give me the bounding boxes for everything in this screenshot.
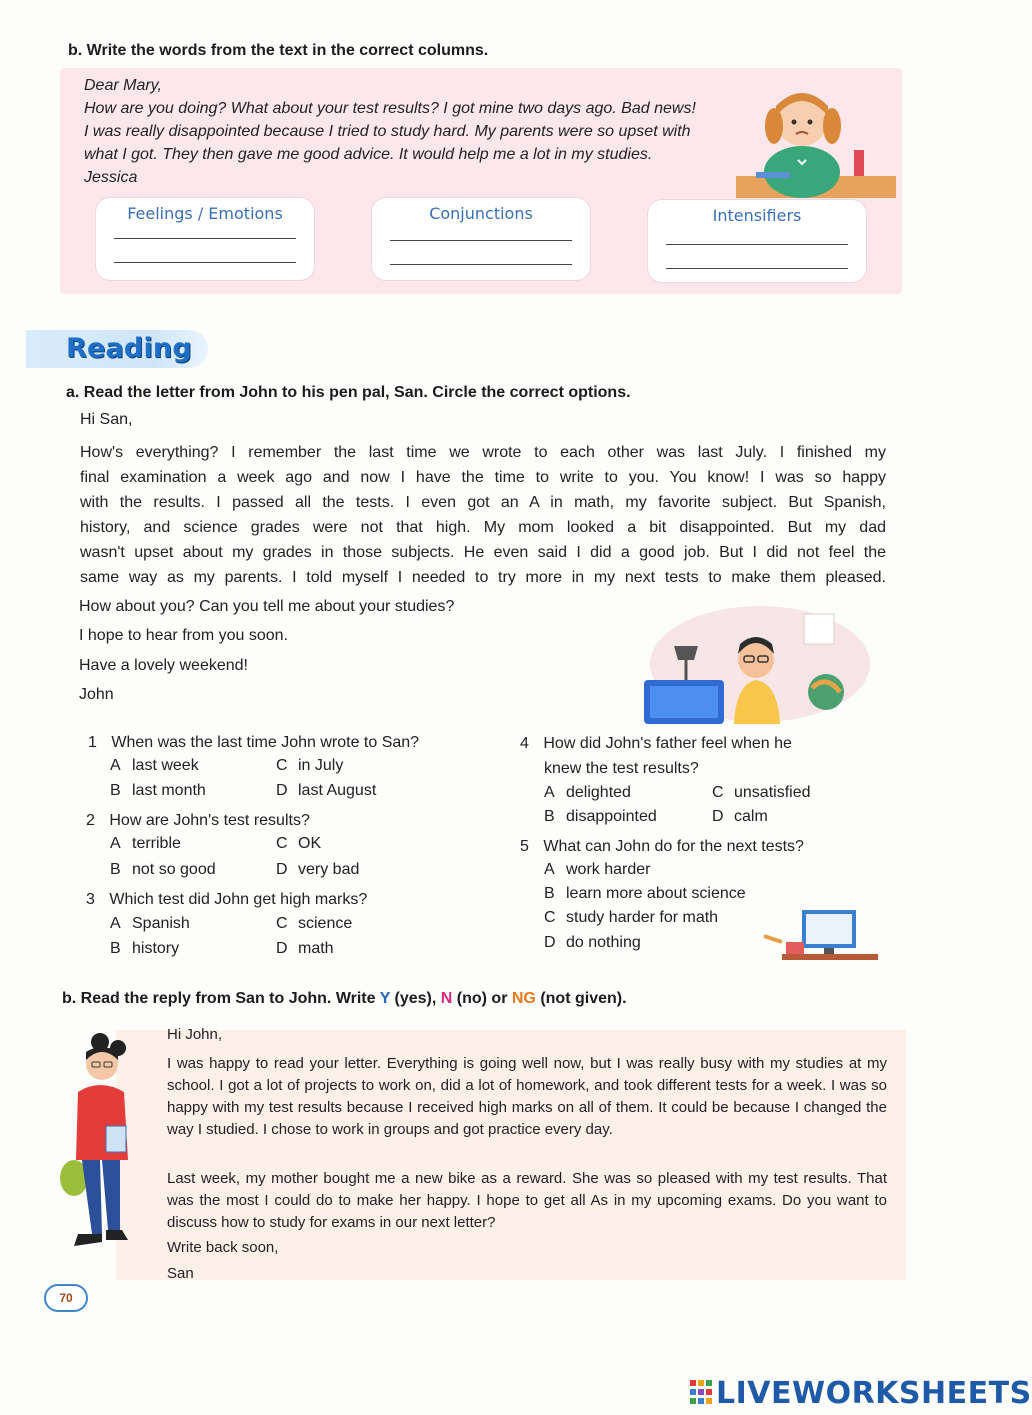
option-letter: A [110,915,121,932]
body-line: final examination a week ago and now I have the time to write to you. You know! I was so happy [80,469,886,486]
body-line: wasn't upset about my grades in those subjects. He even said I did a good job. But I did not feel the [80,544,886,561]
option-text: last month [132,782,206,799]
question-number: 3 [86,891,95,908]
option-text: math [298,940,334,957]
question-2 [86,812,310,830]
no-code: N [440,990,453,1007]
john-letter-body [80,440,886,590]
option-letter: C [276,835,288,852]
column-title: Conjunctions [429,204,533,223]
option-5d[interactable] [544,934,641,952]
option-text: very bad [298,861,360,878]
question-text: What can John do for the next tests? [543,838,804,855]
section-b2-instruction [62,990,627,1008]
option-3a[interactable] [110,915,190,933]
option-1a[interactable] [110,757,199,775]
column-title: Feelings / Emotions [127,204,283,223]
option-text: terrible [132,835,181,852]
question-text: When was the last time John wrote to San? [111,734,420,751]
option-text: study harder for math [566,909,719,926]
option-letter: C [276,915,288,932]
option-4c[interactable] [712,784,811,802]
san-paragraph-1: I was happy to read your letter. Everything is going well now, but I was really busy with my studies at my school. I got a lot of projects to work on, did a lot of homework, and took different tests for a week. I was so happy with my test results because I received high marks on all of them. It could be because I changed the way I studied. I chose to work in groups and got practice every day. [167,1055,887,1138]
option-text: unsatisfied [734,784,811,801]
option-3c[interactable] [276,915,352,933]
option-letter: D [276,861,288,878]
option-3d[interactable] [276,940,334,958]
letter-line: How are you doing? What about your test results? I got mine two days ago. Bad news! [84,100,696,117]
answer-line[interactable] [666,268,848,269]
option-text: Spanish [132,915,190,932]
computer-desk-illustration [762,906,882,966]
option-text: disappointed [566,808,657,825]
question-number: 1 [88,734,97,751]
option-text: science [298,915,353,932]
sad-girl-illustration [736,80,896,200]
column-title: Intensifiers [712,206,802,225]
option-text: learn more about science [566,885,746,902]
not-given-label: (not given). [535,990,627,1007]
option-letter: C [544,909,556,926]
signature: John [79,686,114,703]
answer-line[interactable] [114,238,296,239]
san-greeting: Hi John, [167,1026,223,1043]
option-letter: C [712,784,724,801]
option-2d[interactable] [276,861,359,879]
option-5b[interactable] [544,885,746,903]
option-letter: D [276,782,288,799]
option-text: in July [298,757,344,774]
option-letter: A [110,835,121,852]
question-5 [520,838,804,856]
option-4a[interactable] [544,784,631,802]
question-text: How are John's test results? [109,812,310,829]
answer-line[interactable] [390,240,572,241]
jessica-letter [84,74,774,189]
option-letter: D [276,940,288,957]
option-letter: D [712,808,724,825]
question-text: Which test did John get high marks? [109,891,368,908]
letter-line: what I got. They then gave me good advice. It would help me a lot in my studies. [84,146,653,163]
question-1 [88,734,419,752]
body-line: same way as my parents. I told myself I needed to try more in my next tests to make them pleased. [80,569,886,586]
closing-line: I hope to hear from you soon. [79,627,289,644]
option-letter: D [544,934,556,951]
question-3 [86,891,367,909]
body-line: How's everything? I remember the last time we wrote to each other was last July. I finished my [80,444,886,461]
column-conjunctions [372,198,590,280]
option-1b[interactable] [110,782,206,800]
question-4 [520,735,792,753]
option-letter: B [110,861,121,878]
answer-line[interactable] [114,262,296,263]
column-feelings [96,198,314,280]
question-number: 2 [86,812,95,829]
option-text: not so good [132,861,216,878]
answer-line[interactable] [390,264,572,265]
liveworksheets-logo-icon [690,1380,714,1406]
page-number: 70 [44,1284,88,1312]
closing-line: Have a lovely weekend! [79,657,248,674]
body-line: with the results. I passed all the tests. I even got an A in math, my favorite subject. But Spanish, [80,494,886,511]
question-number: 4 [520,735,529,752]
letter-line: I was really disappointed because I tried to study hard. My parents were so upset with [84,123,691,140]
section-b-instruction: b. Write the words from the text in the correct columns. [68,42,489,59]
option-4b[interactable] [544,808,657,826]
option-3b[interactable] [110,940,179,958]
option-1d[interactable] [276,782,376,800]
option-letter: B [544,885,555,902]
john-greeting: Hi San, [80,411,133,428]
letter-line: Dear Mary, [84,77,162,94]
reading-title: Reading [66,333,192,364]
san-paragraph-2: Last week, my mother bought me a new bike as a reward. She was so pleased with my test results. That was the most I could do to make her happy. I hope to get all As in my upcoming exams. Do you want to discuss how to study for exams in our next letter? [167,1170,887,1231]
girl-with-books-illustration [48,1030,148,1256]
option-text: OK [298,835,322,852]
answer-line[interactable] [666,244,848,245]
option-2c[interactable] [276,835,321,853]
question-number: 5 [520,838,529,855]
option-1c[interactable] [276,757,343,775]
option-text: work harder [566,861,651,878]
option-4d[interactable] [712,808,768,826]
option-letter: B [544,808,555,825]
letter-line: Jessica [84,169,138,186]
not-given-code: NG [511,990,536,1007]
body-line: history, and science grades were not that high. My mom looked a bit disappointed. But my dad [80,519,886,536]
option-5c[interactable] [544,909,718,927]
option-letter: A [544,784,555,801]
option-letter: A [544,861,555,878]
option-letter: B [110,940,121,957]
option-5a[interactable] [544,861,650,879]
option-2b[interactable] [110,861,216,879]
option-letter: C [276,757,288,774]
option-text: last August [298,782,377,799]
no-label: (no) or [452,990,512,1007]
yes-code: Y [379,990,391,1007]
option-text: do nothing [566,934,641,951]
option-text: last week [132,757,199,774]
option-text: history [132,940,180,957]
question-text: How did John's father feel when he [543,735,792,752]
option-text: delighted [566,784,631,801]
brand-name[interactable]: LIVEWORKSHEETS [716,1376,1032,1411]
closing-line: How about you? Can you tell me about your studies? [79,598,455,615]
yes-label: (yes), [390,990,441,1007]
san-name: San [167,1265,194,1282]
question-4-cont: knew the test results? [544,760,699,777]
boy-computer-illustration [640,604,860,724]
san-signoff: Write back soon, [167,1239,279,1256]
reading-instruction-a: a. Read the letter from John to his pen pal, San. Circle the correct options. [66,384,631,401]
column-intensifiers [648,200,866,282]
option-text: calm [734,808,768,825]
instruction-text: b. Read the reply from San to John. Write [62,990,380,1007]
option-2a[interactable] [110,835,181,853]
option-letter: B [110,782,121,799]
option-letter: A [110,757,121,774]
